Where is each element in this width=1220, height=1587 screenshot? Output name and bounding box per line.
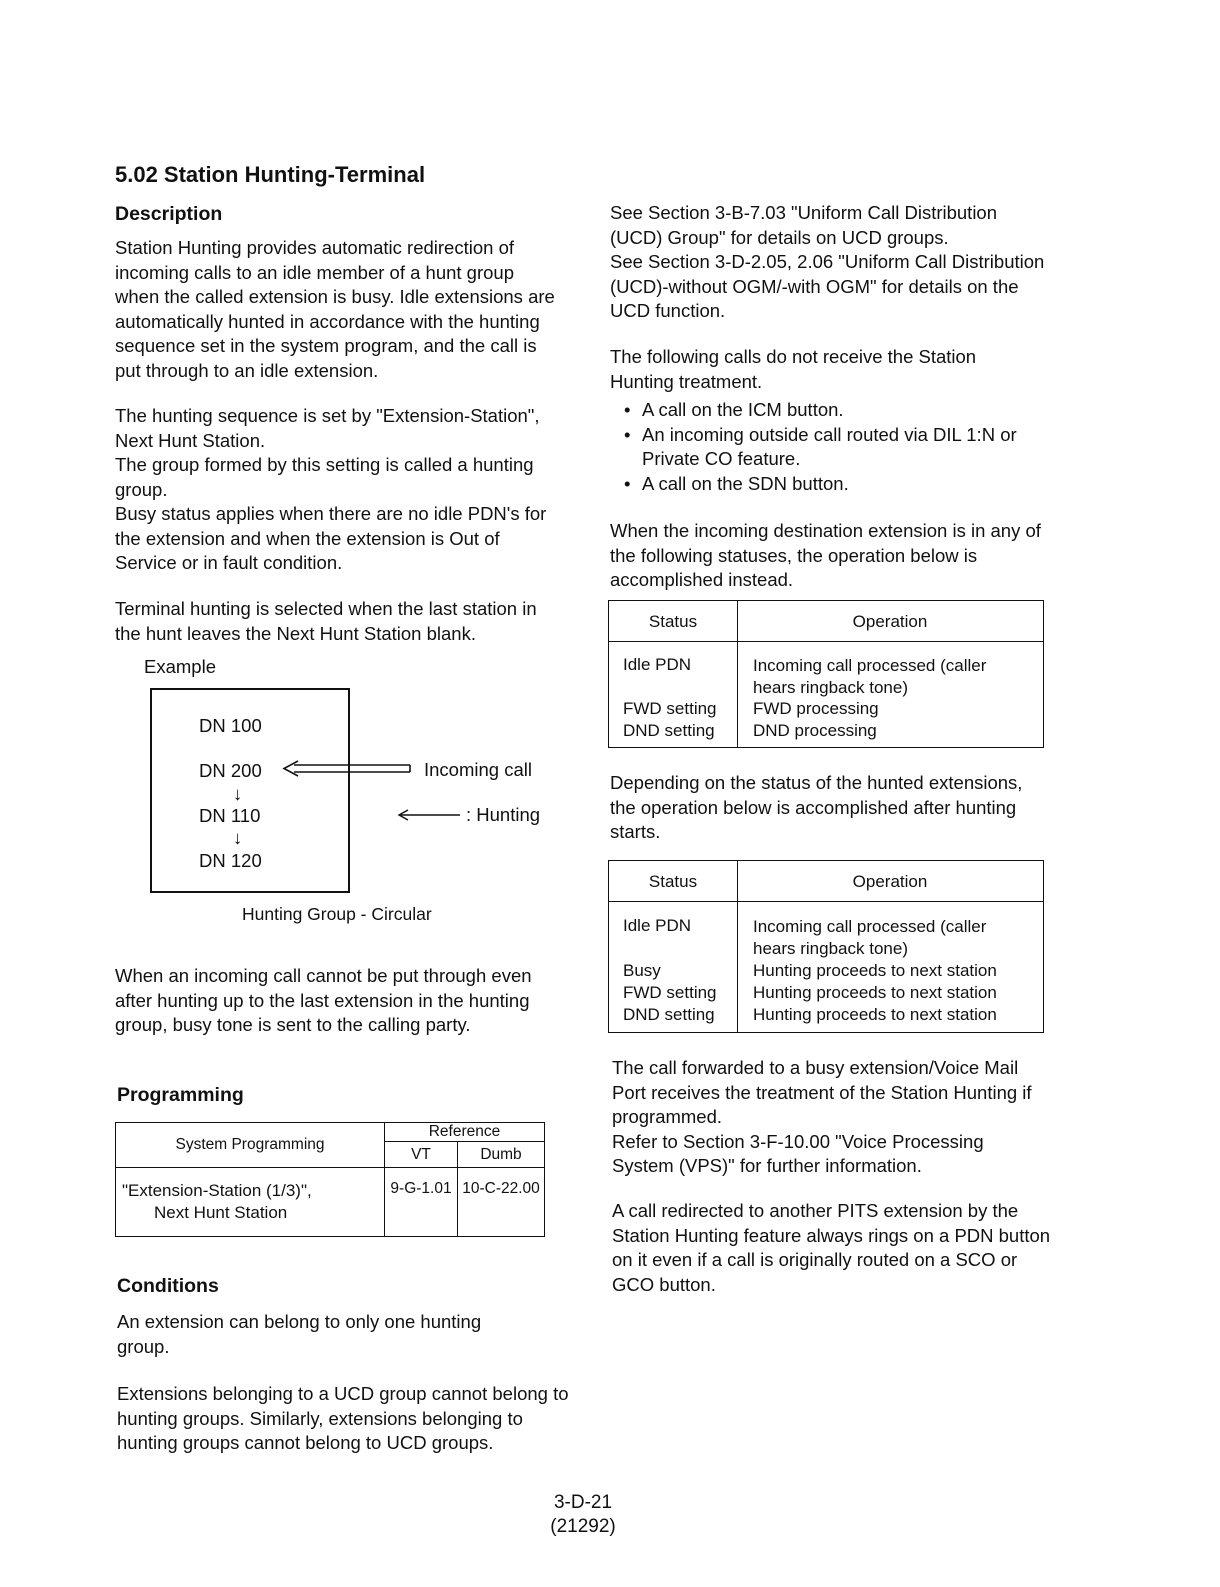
busy-tone-paragraph: When an incoming call cannot be put through even after hunting up to the last extension in the hunting group, busy tone is sent to the calling party. xyxy=(115,965,532,1035)
status-cell: Busy xyxy=(623,961,661,980)
terminal-hunting-paragraph: Terminal hunting is selected when the last station in the hunt leaves the Next Hunt Station blank. xyxy=(115,598,537,644)
status-table-2 xyxy=(608,860,1044,1033)
operation-cell xyxy=(753,916,986,960)
operation-cell: Hunting proceeds to next station xyxy=(753,1005,997,1024)
list-item: • A call on the ICM button. xyxy=(610,398,1040,423)
status-cell: Idle PDN xyxy=(623,916,692,935)
table-divider xyxy=(609,641,1043,642)
redirected-paragraph: A call redirected to another PITS extension by the Station Hunting feature always rings on a PDN button on it even if a call is originally routed on a SCO or GCO button. xyxy=(612,1200,1051,1295)
list-item: • An incoming outside call routed via DIL 1:N or Private CO feature. xyxy=(610,423,1040,472)
section-title: 5.02 Station Hunting-Terminal xyxy=(115,162,426,187)
forwarded-block xyxy=(612,1056,1042,1179)
see-section-block xyxy=(610,201,1050,324)
incoming-call-label: Incoming call xyxy=(424,759,532,780)
vt-reference: 9-G-1.01 xyxy=(385,1168,458,1237)
status-cell: FWD setting xyxy=(623,699,717,718)
diagram-caption: Hunting Group - Circular xyxy=(242,904,432,924)
list-item: • A call on the SDN button. xyxy=(610,472,1040,497)
operation-line: Incoming call processed (caller xyxy=(753,656,987,675)
operation-cell: Hunting proceeds to next station xyxy=(753,983,997,1002)
document-code: (21292) xyxy=(550,1516,616,1537)
operation-line: Incoming call processed (caller xyxy=(753,917,987,936)
down-arrow-icon: ↓ xyxy=(233,827,243,848)
status-cell: DND setting xyxy=(623,721,715,740)
depending-paragraph: Depending on the status of the hunted extensions, the operation below is accomplished after hunting starts. xyxy=(610,772,1023,842)
operation-cell: FWD processing xyxy=(753,699,879,718)
operation-cell xyxy=(753,655,986,699)
programming-item-cell xyxy=(116,1168,385,1237)
condition-2: Extensions belonging to a UCD group cannot belong to hunting groups. Similarly, extensions belonging to hunting groups cannot belong to UCD groups. xyxy=(117,1383,569,1453)
col-status: Status xyxy=(648,612,698,631)
col-dumb: Dumb xyxy=(458,1142,545,1168)
col-reference: Reference xyxy=(385,1123,545,1142)
dn-110: DN 110 xyxy=(199,805,261,826)
col-vt: VT xyxy=(385,1142,458,1168)
dn-200: DN 200 xyxy=(199,760,262,781)
programming-item-line2: Next Hunt Station xyxy=(154,1203,288,1222)
hunting-sequence-line: The hunting sequence is set by "Extension-Station", Next Hunt Station. xyxy=(115,405,540,451)
down-arrow-icon: ↓ xyxy=(233,783,243,804)
description-paragraph: Station Hunting provides automatic redirection of incoming calls to an idle member of a hunt group when the called extension is busy. Idle extensions are automatically hunted in accordance with the hunting sequence set in the system program, and the call is put through to an idle extension. xyxy=(115,237,555,381)
see-section-ucd-function: See Section 3-D-2.05, 2.06 "Uniform Call Distribution (UCD)-without OGM/-with OGM" for details on the UCD function. xyxy=(610,251,1045,321)
conditions-heading: Conditions xyxy=(117,1275,219,1297)
status-cell: FWD setting xyxy=(623,983,717,1002)
col-status: Status xyxy=(648,872,698,891)
condition-1: An extension can belong to only one hunting group. xyxy=(117,1311,482,1357)
hunting-arrow-icon xyxy=(396,806,462,824)
status-table-1 xyxy=(608,600,1044,748)
forwarded-paragraph: The call forwarded to a busy extension/Voice Mail Port receives the treatment of the Station Hunting if programmed. xyxy=(612,1057,1032,1127)
hunting-sequence-block xyxy=(115,404,563,576)
operation-cell: DND processing xyxy=(753,721,877,740)
busy-status-line: Busy status applies when there are no idle PDN's for the extension and when the extension is Out of Service or in fault condition. xyxy=(115,503,547,573)
dn-100: DN 100 xyxy=(199,715,262,736)
hunting-label: : Hunting xyxy=(466,804,541,825)
example-label: Example xyxy=(144,656,216,677)
operation-line: hears ringback tone) xyxy=(753,939,908,958)
page-number: 3-D-21 xyxy=(553,1492,613,1513)
dn-120: DN 120 xyxy=(199,850,262,871)
see-section-ucd-group: See Section 3-B-7.03 "Uniform Call Distribution (UCD) Group" for details on UCD groups. xyxy=(610,202,998,248)
status-cell: Idle PDN xyxy=(623,655,692,674)
col-operation: Operation xyxy=(852,872,928,891)
operation-line: hears ringback tone) xyxy=(753,678,908,697)
programming-table xyxy=(115,1122,545,1237)
following-calls-paragraph: The following calls do not receive the Station Hunting treatment. xyxy=(610,346,977,392)
col-system-programming: System Programming xyxy=(116,1123,385,1168)
table-divider xyxy=(609,901,1043,902)
hunting-group-line: The group formed by this setting is called a hunting group. xyxy=(115,454,534,500)
incoming-call-arrow-icon xyxy=(280,758,412,780)
exception-list xyxy=(610,398,1040,496)
destination-status-paragraph: When the incoming destination extension is in any of the following statuses, the operation below is accomplished instead. xyxy=(610,520,1041,590)
dumb-reference: 10-C-22.00 xyxy=(462,1180,540,1197)
col-operation: Operation xyxy=(852,612,928,631)
status-cell: DND setting xyxy=(623,1005,715,1024)
programming-item-line1: "Extension-Station (1/3)", xyxy=(122,1181,312,1200)
vps-reference: Refer to Section 3-F-10.00 "Voice Processing System (VPS)" for further information. xyxy=(612,1130,984,1176)
description-heading: Description xyxy=(115,203,223,225)
programming-heading: Programming xyxy=(117,1084,244,1106)
operation-cell: Hunting proceeds to next station xyxy=(753,961,997,980)
